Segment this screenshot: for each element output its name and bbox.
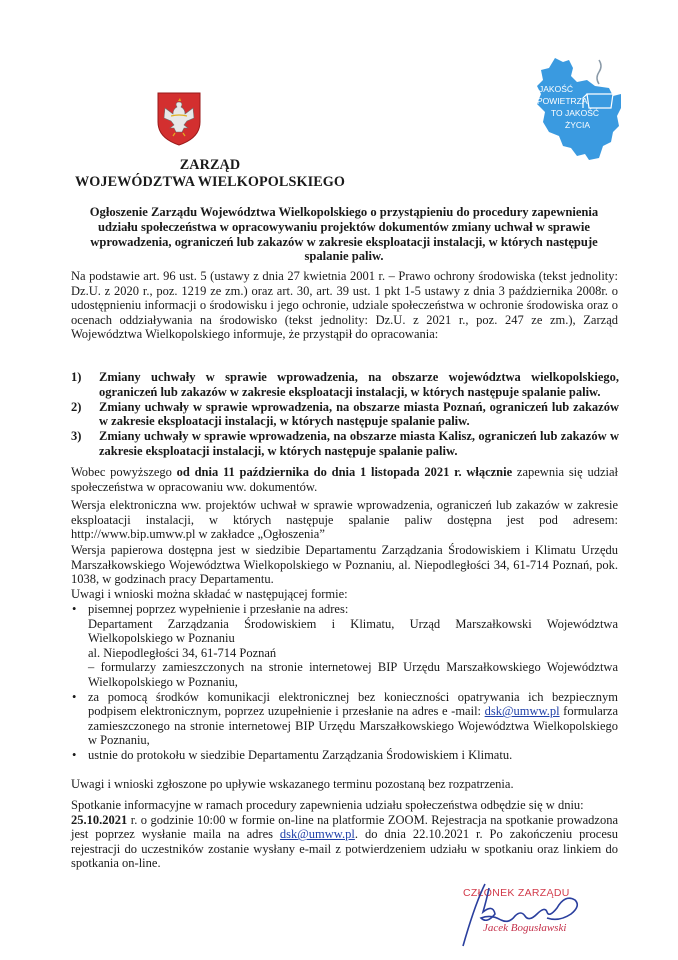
list-item-number: 1) — [71, 370, 82, 384]
announcement-title: Ogłoszenie Zarządu Województwa Wielkopolskiego o przystąpieniu do procedury zapewnienia udziału społeczeństwa w opracowywaniu projektów dokumentów zmiany uchwał w sprawie wprowadzenia, ograniczeń lub zakazów w zakresie eksploatacji instalacji, w których następuje spalanie paliw. — [89, 205, 599, 264]
signatory-name: Jacek Bogusławski — [483, 922, 567, 934]
comments-form-intro — [71, 587, 618, 602]
org-line-1: ZARZĄD — [179, 157, 241, 173]
meeting-paragraph — [71, 798, 618, 871]
bullet-icon: • — [72, 689, 77, 704]
list-item — [71, 748, 618, 763]
period-dates: od dnia 11 października do dnia 1 listopada 2021 r. włącznie — [176, 465, 513, 479]
list-item — [71, 690, 618, 748]
oral-method-text: ustnie do protokołu w siedzibie Departamentu Zarządzania Środowiskiem i Klimatu. — [88, 747, 513, 762]
electronic-method-text: za pomocą środków komunikacji elektronicznej bez konieczności opatrywania ich bezpiecznym podpisem elektronicznym, poprzez uzupełnienie i przesłanie na adres e -mail: — [88, 689, 618, 719]
paper-version-paragraph — [71, 543, 618, 587]
handwritten-signature-icon — [445, 880, 605, 952]
consultation-period-paragraph — [71, 465, 618, 494]
meeting-details: r. o godzinie 10:00 w formie on-line na platformie ZOOM. Rejestracja na spotkanie prowadzona jest poprzez wysłanie maila na adres — [71, 812, 618, 842]
logo-line-1: JAKOŚĆ — [539, 84, 574, 94]
electronic-version-text: Wersja elektroniczna ww. projektów uchwał w sprawie wprowadzenia, ograniczeń lub zakazów w zakresie eksploatacji instalacji, w których następuje spalanie paliw dostępna jest pod adresem: http://www.bip.umww.pl w zakładce „Ogłoszenia” — [71, 498, 618, 542]
meeting-line-1: Spotkanie informacyjne w ramach procedury zapewnienia udziału społeczeństwa odbędzie się w dniu: — [71, 798, 584, 812]
written-method-text: pisemnej poprzez wypełnienie i przesłanie na adres: — [88, 602, 349, 616]
logo-line-3: TO JAKOŚĆ — [551, 108, 600, 118]
air-quality-logo-icon — [525, 50, 635, 165]
forms-note: – formularzy zamieszczonych na stronie internetowej BIP Urzędu Marszałkowskiego Województwa Wielkopolskiego w Poznaniu, — [88, 660, 618, 689]
signature-block — [445, 880, 605, 952]
signature-title: CZŁONEK ZARZĄDU — [463, 887, 570, 899]
list-item — [71, 602, 618, 690]
bullet-icon: • — [72, 747, 77, 762]
submission-methods-list — [71, 602, 618, 763]
paper-version-text: Wersja papierowa dostępna jest w siedzibie Departamentu Zarządzania Środowiskiem i Klimatu Urzędu Marszałkowskiego Województwa Wielkopolskiego w Poznaniu, al. Niepodległości 34, 61-714 Poznań, pok. 1038, w godzinach pracy Departamentu. — [71, 543, 618, 587]
late-notice-text: Uwagi i wnioski zgłoszone po upływie wskazanego terminu pozostaną bez rozpatrzenia. — [71, 777, 514, 791]
organization-header — [60, 157, 360, 191]
email-link[interactable]: dsk@umww.pl — [484, 704, 560, 719]
bullet-icon: • — [72, 602, 77, 616]
list-item — [71, 370, 619, 400]
intro-text: Na podstawie art. 96 ust. 5 (ustawy z dnia 27 kwietnia 2001 r. – Prawo ochrony środowiska (tekst jednolity: Dz.U. z 2020 r., poz. 1219 ze zm.) oraz art. 30, art. 39 ust. 1 pkt 1-5 ustawy z dnia 3 października 2008r. o udostępnieniu informacji o środowisku i jego ochronie, udziale społeczeństwa w ochronie środowiska oraz o ocenach oddziaływania na środowisko (tekst jednolity: Dz.U. z 2021 r., poz. 247 ze zm.), Zarząd Województwa Wielkopolskiego informuje, że przystąpił do opracowania: — [71, 269, 618, 342]
list-item-text: Zmiany uchwały w sprawie wprowadzenia, na obszarze miasta Poznań, ograniczeń lub zakazów w zakresie eksploatacji instalacji, w których następuje spalanie paliw. — [99, 399, 619, 429]
electronic-method-suffix: formularza zamieszczonego na stronie internetowej BIP Urzędu Marszałkowskiego Województwa Wielkopolskiego w Poznaniu, — [88, 704, 619, 748]
comments-form-text: Uwagi i wnioski można składać w następującej formie: — [71, 587, 348, 601]
list-item-number: 3) — [71, 429, 82, 444]
street-address: al. Niepodległości 34, 61-714 Poznań — [88, 645, 277, 660]
list-item-text: Zmiany uchwały w sprawie wprowadzenia, na obszarze miasta Kalisz, ograniczeń lub zakazów w zakresie eksploatacji instalacji, w których następuje spalanie paliw. — [99, 429, 619, 458]
email-link[interactable]: dsk@umww.pl — [279, 827, 355, 842]
org-line-2: WOJEWÓDZTWA WIELKOPOLSKIEGO — [74, 174, 346, 190]
electronic-version-paragraph — [71, 498, 618, 542]
period-suffix: zapewnia się udział społeczeństwa w opracowaniu ww. dokumentów. — [71, 465, 618, 494]
list-item-text: Zmiany uchwały w sprawie wprowadzenia, na obszarze województwa wielkopolskiego, ograniczeń lub zakazów w zakresie eksploatacji instalacji, w których następuje spalanie paliw. — [99, 370, 619, 399]
numbered-list — [71, 370, 619, 459]
late-submission-notice — [71, 777, 618, 792]
meeting-date: 25.10.2021 — [71, 812, 128, 827]
logo-line-4: ŻYCIA — [565, 120, 591, 130]
meeting-details-end: . do dnia 22.10.2021 r. Po zakończeniu procesu rejestracji do uczestników zostanie wysłany e-mail z potwierdzeniem udziału w spotkaniu oraz linkiem do spotkania on-line. — [71, 827, 618, 871]
intro-paragraph — [71, 269, 618, 342]
logo-line-2: POWIETRZA — [537, 96, 588, 106]
period-prefix: Wobec powyższego — [71, 465, 177, 479]
list-item-number: 2) — [71, 399, 82, 414]
coat-of-arms-icon — [157, 92, 201, 146]
department-address: Departament Zarządzania Środowiskiem i Klimatu, Urząd Marszałkowski Województwa Wielkopolskiego w Poznaniu — [88, 616, 618, 646]
list-item — [71, 429, 619, 459]
list-item — [71, 400, 619, 430]
